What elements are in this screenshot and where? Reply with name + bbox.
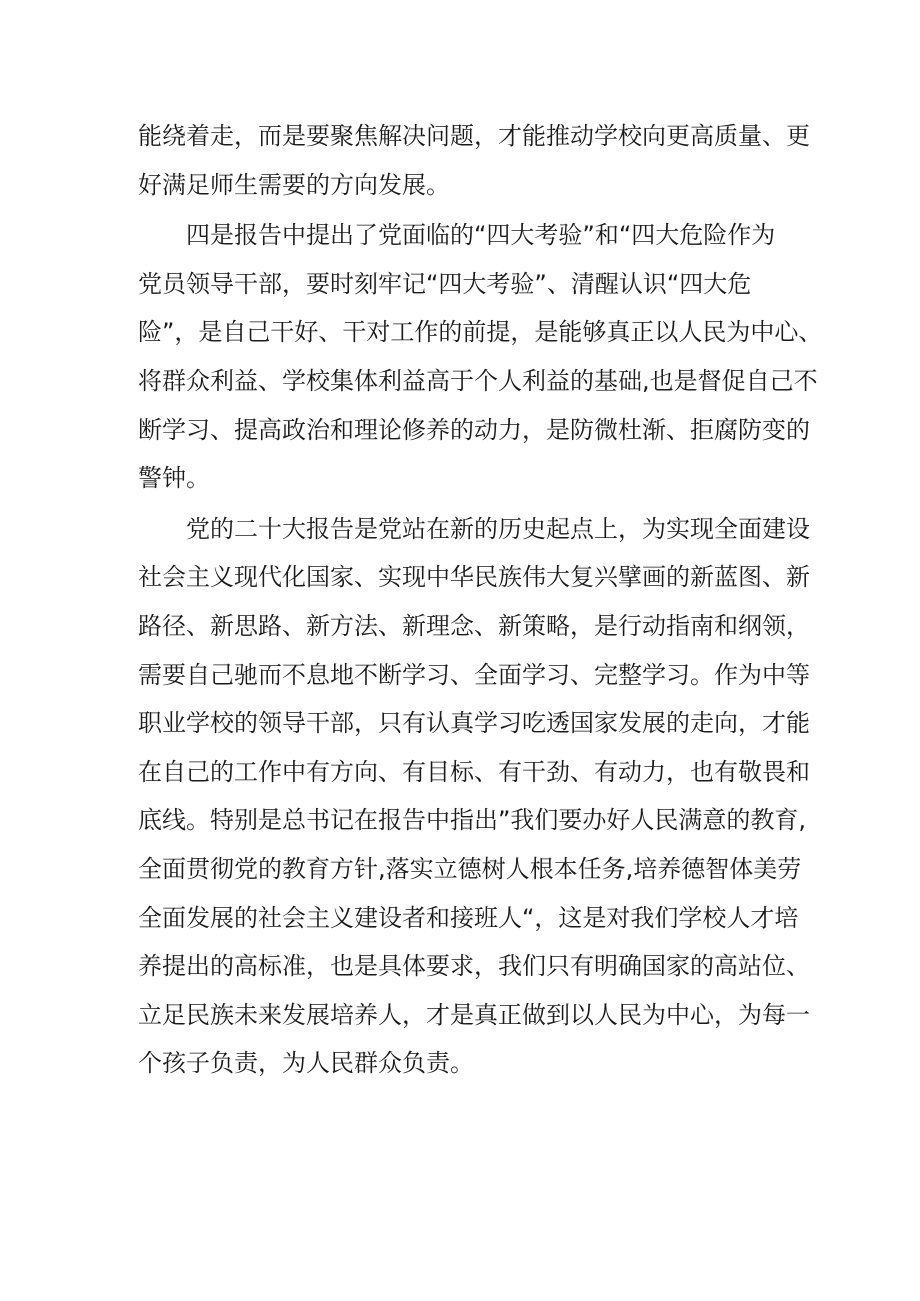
paragraph-line: 好满足师生需要的方向发展。	[138, 170, 450, 199]
paragraph-line: 职业学校的领导干部，只有认真学习吃透国家发展的走向，才能	[138, 709, 810, 738]
paragraph-line: 需要自己驰而不息地不断学习、全面学习、完整学习。作为中等	[138, 660, 810, 689]
paragraph-line: 社会主义现代化国家、实现中华民族伟大复兴擘画的新蓝图、新	[138, 563, 810, 592]
document-body	[138, 112, 823, 1088]
paragraph-line: 断学习、提高政治和理论修养的动力，是防微杜渐、拒腐防变的	[138, 415, 810, 444]
paragraph-line: 在自己的工作中有方向、有目标、有干劲、有动力，也有敬畏和	[138, 757, 810, 786]
paragraph-line: 党的二十大报告是党站在新的历史起点上，为实现全面建设	[186, 514, 810, 543]
paragraph-line: 全面发展的社会主义建设者和接班人“，这是对我们学校人才培	[138, 903, 799, 932]
paragraph-3	[138, 505, 810, 1088]
paragraph-line: 警钟。	[138, 464, 210, 493]
paragraph-line: 将群众利益、学校集体利益高于个人利益的基础,也是督促自己不	[138, 366, 818, 395]
paragraph-line: 能绕着走，而是要聚焦解决问题，才能推动学校向更高质量、更	[138, 122, 810, 150]
paragraph-line: 个孩子负责，为人民群众负责。	[138, 1049, 474, 1078]
paragraph-1	[138, 112, 810, 209]
paragraph-line: 立足民族未来发展培养人，才是真正做到以人民为中心，为每一	[138, 1000, 810, 1029]
paragraph-line: 路径、新思路、新方法、新理念、新策略，是行动指南和纲领，	[138, 611, 810, 640]
paragraph-line: 四是报告中提出了党面临的“四大考验”和“四大危险作为	[186, 221, 776, 250]
paragraph-line: 党员领导干部，要时刻牢记“四大考验”、清醒认识“四大危	[138, 269, 752, 298]
paragraph-line: 养提出的高标准，也是具体要求，我们只有明确国家的高站位、	[138, 952, 810, 981]
paragraph-line: 底线。特别是总书记在报告中指出”我们要办好人民满意的教育,	[138, 806, 807, 835]
paragraph-2	[138, 211, 823, 503]
paragraph-line: 险”，是自己干好、干对工作的前提，是能够真正以人民为中心、	[138, 318, 823, 347]
paragraph-line: 全面贯彻党的教育方针,落实立德树人根本任务,培养德智体美劳	[138, 854, 802, 883]
